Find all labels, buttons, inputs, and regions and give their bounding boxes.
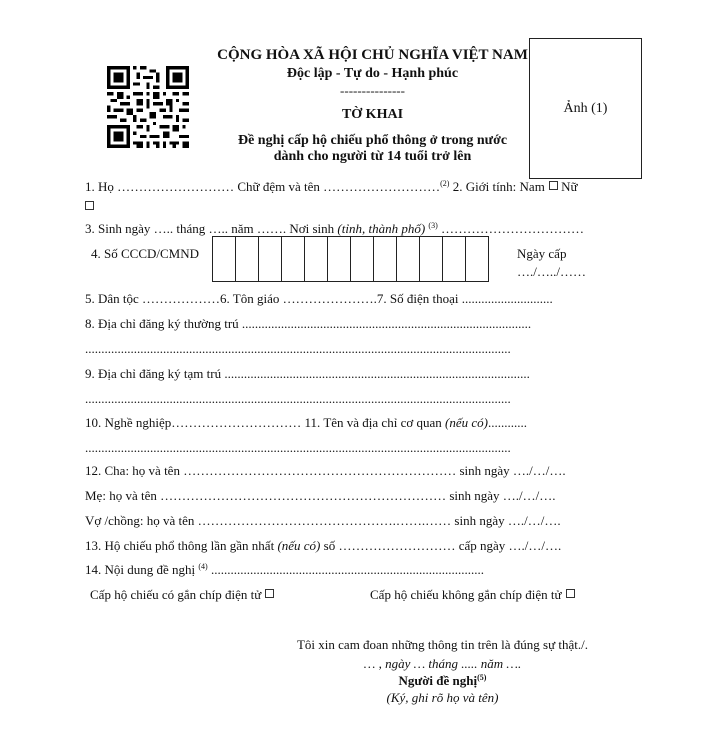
- option-no-chip-checkbox[interactable]: [566, 589, 575, 598]
- option-no-chip-label: Cấp hộ chiếu không gắn chíp điện tử: [370, 587, 562, 602]
- form-subtitle-line-1: Đề nghị cấp hộ chiếu phổ thông ở trong nước: [237, 133, 508, 148]
- workplace-hint: (nếu có): [444, 415, 488, 430]
- id-digit-box[interactable]: [305, 237, 328, 281]
- occupation-workplace-line: [85, 415, 527, 431]
- footnote-5: (5): [477, 673, 487, 682]
- option-chip: [90, 587, 274, 603]
- id-digit-box[interactable]: [397, 237, 420, 281]
- signature-hint: (Ký, ghi rõ họ và tên): [386, 690, 499, 705]
- dob-birthplace-line: [85, 221, 584, 237]
- occupation-text: 10. Nghề nghiệp………………………… 11. Tên và địa chỉ cơ quan: [85, 415, 445, 430]
- spouse-line: Vợ /chồng: họ và tên ……………………………………….…….…… sinh ngày …./…/….: [85, 513, 561, 528]
- passport-number-text: số ……………………… cấp ngày …./…/….: [320, 538, 562, 553]
- place-date-line: … , ngày … tháng ..... năm ….: [363, 656, 522, 671]
- footnote-3: (3): [428, 221, 438, 230]
- gender-female-checkbox[interactable]: [85, 201, 94, 210]
- id-digit-box[interactable]: [443, 237, 466, 281]
- form-subtitle-line-2: dành cho người từ 14 tuổi trở lên: [273, 149, 472, 164]
- request-dots: ....................................................................................: [207, 562, 484, 577]
- header-divider: ---------------: [340, 83, 405, 98]
- gender-female-checkbox-wrap: [85, 198, 94, 216]
- mother-line: Mẹ: họ và tên ………………………………………………………… sinh ngày …./…/….: [85, 488, 556, 503]
- permanent-address-cont: ...................................................................................................................................: [85, 341, 511, 356]
- passport-hint: (nếu có): [277, 538, 321, 553]
- id-digit-box[interactable]: [374, 237, 397, 281]
- gender-male-checkbox[interactable]: [549, 181, 558, 190]
- birthplace-dots: ……………………………: [437, 221, 584, 236]
- photo-label: Ảnh (1): [563, 101, 608, 116]
- workplace-dots: ............: [487, 415, 527, 430]
- form-title: TỜ KHAI: [341, 107, 404, 122]
- name-fields-text: 1. Họ ……………………… Chữ đệm và tên ………………………: [85, 179, 441, 194]
- option-chip-label: Cấp hộ chiếu có gắn chíp điện tử: [90, 587, 262, 602]
- option-no-chip: [370, 587, 575, 603]
- applicant-signature-title: [240, 673, 645, 689]
- issue-date-label: Ngày cấp: [517, 246, 567, 261]
- gender-label: 2. Giới tính: Nam: [449, 179, 545, 194]
- previous-passport-line: [85, 538, 561, 554]
- declaration-text: Tôi xin cam đoan những thông tin trên là đúng sự thật./.: [296, 637, 589, 652]
- footnote-4: (4): [198, 562, 208, 571]
- photo-box: [529, 38, 642, 179]
- ethnic-religion-phone-line: 5. Dân tộc ………………6. Tôn giáo ………………….7. Số điện thoại ............................: [85, 291, 553, 306]
- father-line: 12. Cha: họ và tên ……………………………………………………… sinh ngày …./…/….: [85, 463, 566, 478]
- dob-text: 3. Sinh ngày ….. tháng ….. năm ……. Nơi sinh: [85, 221, 338, 236]
- national-motto: Độc lập - Tự do - Hạnh phúc: [286, 66, 459, 81]
- id-number-label: 4. Số CCCD/CMND: [91, 246, 199, 261]
- id-digit-box[interactable]: [236, 237, 259, 281]
- id-digit-box[interactable]: [466, 237, 488, 281]
- country-name: CỘNG HÒA XÃ HỘI CHỦ NGHĨA VIỆT NAM: [217, 47, 528, 63]
- option-chip-checkbox[interactable]: [265, 589, 274, 598]
- passport-text: 13. Hộ chiếu phổ thông lần gần nhất: [85, 538, 278, 553]
- gender-female-label: Nữ: [561, 179, 578, 194]
- temp-address-line: 9. Địa chỉ đăng ký tạm trú ..............................................................................................: [85, 366, 530, 381]
- issue-date-dots: …./…../……: [517, 264, 586, 279]
- qr-code-icon: [107, 66, 189, 148]
- id-digit-box[interactable]: [259, 237, 282, 281]
- name-gender-line: [85, 179, 578, 195]
- footnote-2: (2): [440, 179, 450, 188]
- id-number-boxes[interactable]: [212, 236, 489, 282]
- id-digit-box[interactable]: [213, 237, 236, 281]
- applicant-label: Người đề nghị: [398, 673, 478, 688]
- permanent-address-line: 8. Địa chỉ đăng ký thường trú .........................................................................................: [85, 316, 532, 331]
- id-digit-box[interactable]: [351, 237, 374, 281]
- request-line: [85, 562, 484, 578]
- request-label: 14. Nội dung đề nghị: [85, 562, 196, 577]
- id-digit-box[interactable]: [328, 237, 351, 281]
- temp-address-cont: ...................................................................................................................................: [85, 391, 511, 406]
- occupation-cont: ...................................................................................................................................: [85, 440, 511, 455]
- id-digit-box[interactable]: [282, 237, 305, 281]
- birthplace-hint: (tỉnh, thành phố): [337, 221, 426, 236]
- id-digit-box[interactable]: [420, 237, 443, 281]
